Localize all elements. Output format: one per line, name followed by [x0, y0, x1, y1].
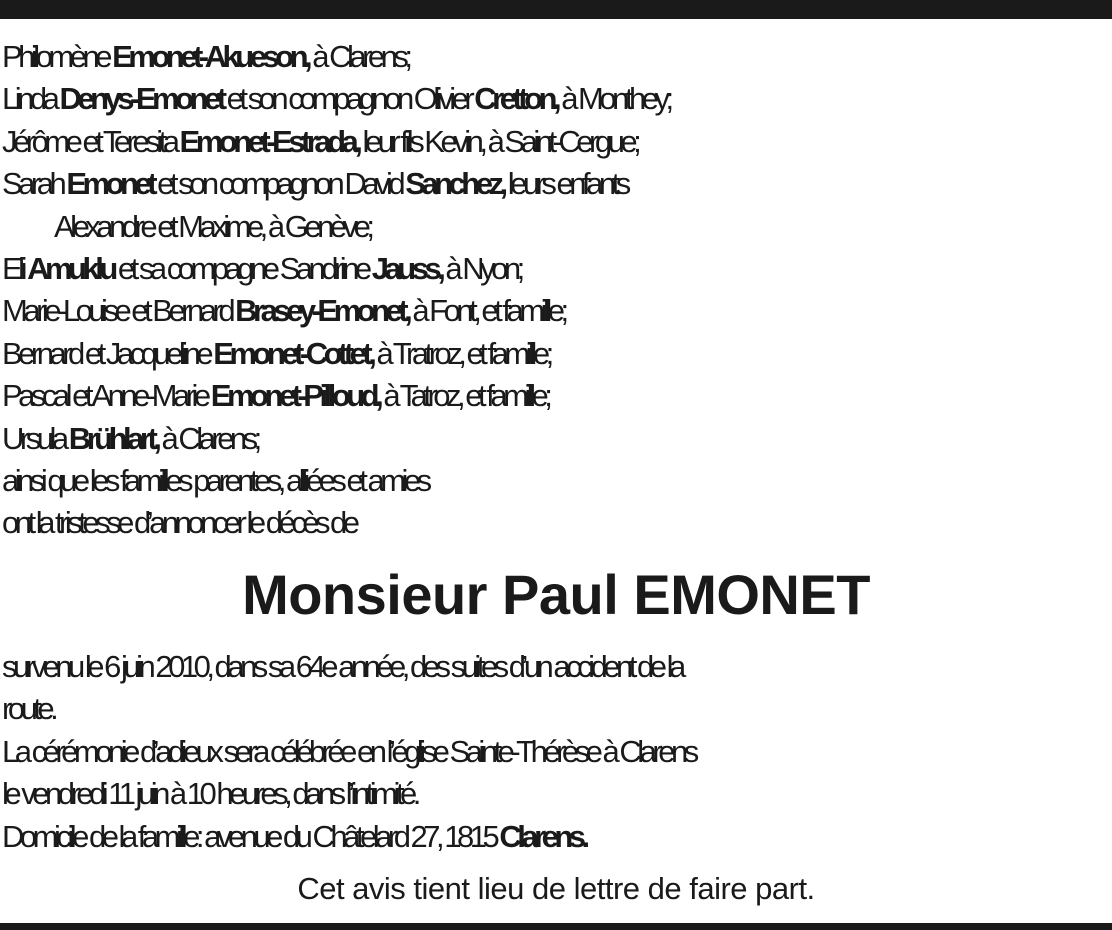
family-line: Jérôme et Teresita Emonet-Estrada, leur fils Kevin, à Saint-Cergue; — [2, 123, 638, 159]
family-line-continued: Alexandre et Maxime, à Genève; — [54, 208, 371, 244]
family-line: Pascal et Anne-Marie Emonet-Pilloud, à Tatroz, et famille; — [2, 378, 549, 414]
announcement-line: ont la tristesse d’annoncer le décès de — [2, 505, 356, 541]
family-line: Linda Denys-Emonet et son compagnon Olivier Cretton, à Monthey; — [2, 81, 670, 117]
family-line: Sarah Emonet et son compagnon David Sanchez, leurs enfants — [2, 166, 627, 202]
family-line: Bernard et Jacqueline Emonet-Cottet, à Tratroz, et famille; — [2, 335, 550, 371]
bottom-rule — [0, 923, 1112, 930]
deceased-name: Monsieur Paul EMONET — [242, 563, 870, 626]
top-rule — [0, 0, 1112, 19]
details-line: survenu le 6 juin 2010, dans sa 64e année, des suites d’un accident de la — [2, 649, 682, 684]
family-line: Philomène Emonet-Akueson, à Clarens; — [2, 39, 409, 74]
details-line: route. — [2, 691, 55, 727]
closing-note: Cet avis tient lieu de lettre de faire part. — [297, 871, 815, 906]
family-line: ainsi que les familles parentes, alliées et amies — [2, 463, 428, 499]
family-list — [2, 36, 1110, 545]
family-line: Eli Amuklu et sa compagne Sandrine Jauss, à Nyon; — [2, 251, 521, 287]
domicile-line: Domicile de la famille: avenue du Châtelard 27, 1815 Clarens. — [2, 818, 586, 854]
family-line: Ursula Brühlart, à Clarens; — [2, 420, 258, 456]
details-block — [2, 646, 1110, 858]
details-line: La cérémonie d’adieux sera célébrée en l’église Sainte-Thérèse à Clarens — [2, 733, 695, 769]
details-line: le vendredi 11 juin à 10 heures, dans l’intimité. — [2, 776, 417, 812]
family-line: Marie-Louise et Bernard Brasey-Emonet, à Font, et famille; — [2, 293, 565, 329]
